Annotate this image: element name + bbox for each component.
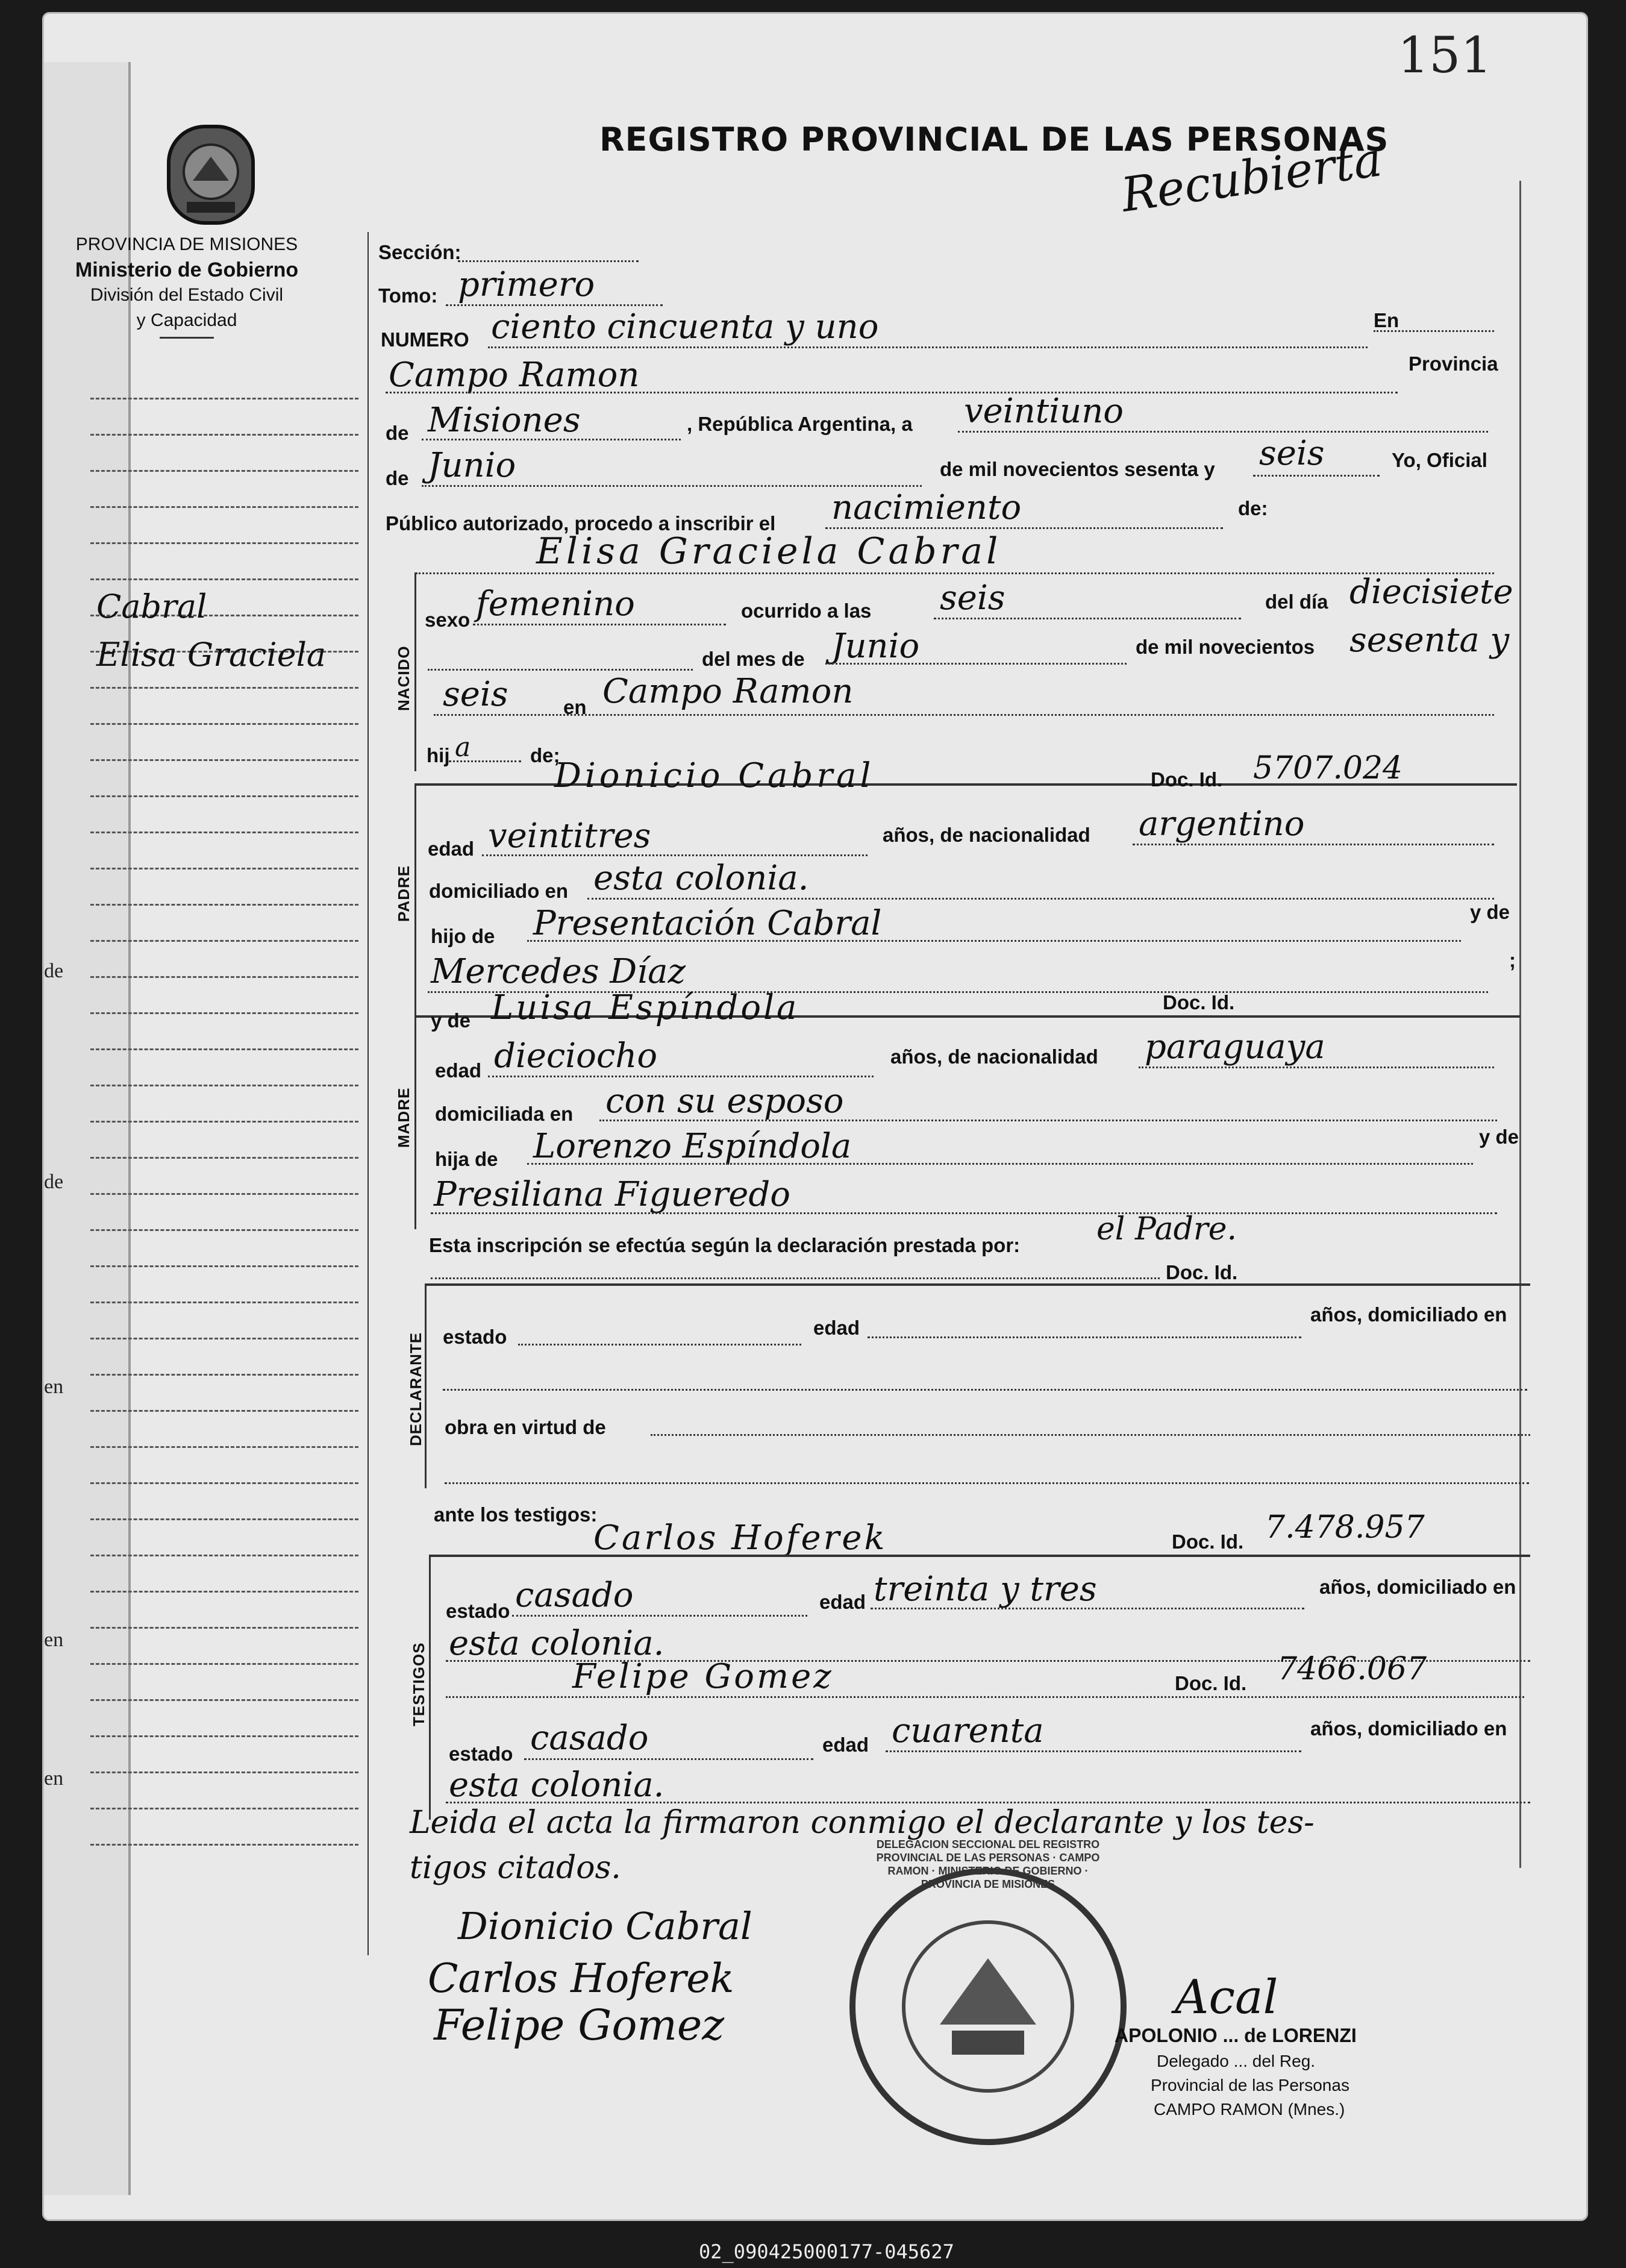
declarante-obra-label: obra en virtud de	[445, 1416, 606, 1438]
act-value: nacimiento	[831, 488, 1022, 527]
margin-line	[90, 868, 358, 869]
hij-label: hij	[427, 744, 450, 766]
page-number: 151	[1398, 27, 1492, 84]
margin-line	[90, 1627, 358, 1629]
publico-label: Público autorizado, procedo a inscribir el	[386, 512, 776, 534]
provincia-label: Provincia	[1409, 352, 1498, 375]
numero-line	[488, 346, 1368, 348]
dia-value: diecisiete	[1349, 572, 1513, 612]
witness1-dom-label: años, domiciliado en	[1319, 1576, 1516, 1598]
coat-of-arms-icon	[163, 124, 259, 226]
father-name: Dionicio Cabral	[554, 756, 875, 795]
margin-line	[90, 1229, 358, 1231]
officer-line-4: CAMPO RAMON (Mnes.)	[1154, 2100, 1345, 2119]
signature-officer: Acal	[1175, 1970, 1278, 2025]
lugar-line	[434, 714, 1494, 716]
margin-line	[90, 1121, 358, 1123]
del-mes-label: del mes de	[702, 648, 805, 670]
witness1-edad-line	[871, 1608, 1304, 1609]
nacido-vrule	[414, 572, 416, 771]
witness1-doc-label: Doc. Id.	[1172, 1530, 1244, 1553]
signature-father: Dionicio Cabral	[458, 1904, 752, 1948]
father-mother-value: Mercedes Díaz	[431, 952, 686, 991]
de-month-label: de	[386, 467, 409, 489]
officer-line-2: Delegado ... del Reg.	[1157, 2052, 1316, 2070]
margin-line	[90, 795, 358, 797]
annotation-recubierta: Recubierta	[1118, 133, 1386, 223]
margin-line	[90, 398, 358, 399]
nacido-blank-line	[428, 669, 693, 671]
declarante-section-rule	[425, 1283, 1530, 1286]
margin-line	[90, 578, 358, 580]
witness1-dom-value: esta colonia.	[449, 1624, 664, 1663]
province-line	[422, 439, 681, 440]
margin-line	[90, 434, 358, 436]
closing-line-1: Leida el acta la firmaron conmigo el declarante y los tes-	[410, 1805, 1315, 1841]
seccion-label: Sección:	[378, 241, 461, 263]
margin-line	[90, 1591, 358, 1593]
issuer-division: División del Estado Civil	[90, 285, 284, 305]
father-dom-label: domiciliado en	[429, 880, 569, 902]
year-value: seis	[1259, 434, 1325, 473]
father-nac-line	[1133, 844, 1494, 845]
margin-line	[90, 1663, 358, 1665]
hij-line	[449, 760, 521, 762]
mes-line	[825, 663, 1127, 665]
margin-line	[90, 1446, 358, 1448]
month-line	[422, 485, 922, 487]
officer-line-3: Provincial de las Personas	[1151, 2076, 1349, 2094]
margin-given-names: Elisa Graciela	[96, 636, 327, 674]
witness1-edad-label: edad	[819, 1591, 866, 1613]
margin-line	[90, 1012, 358, 1014]
strip-word: de	[44, 1171, 64, 1193]
margin-line	[90, 1410, 358, 1412]
witness1-estado-line	[512, 1615, 807, 1617]
signature-witness1: Carlos Hoferek	[428, 1955, 734, 2002]
hora-line	[934, 618, 1241, 619]
declaracion-value: el Padre.	[1096, 1211, 1237, 1247]
margin-line	[90, 1518, 358, 1520]
strip-word: en	[44, 1376, 64, 1398]
hora-value: seis	[940, 578, 1005, 618]
mother-name: Luisa Espíndola	[491, 988, 799, 1027]
testigos-ante-label: ante los testigos:	[434, 1503, 598, 1526]
margin-line	[90, 1338, 358, 1339]
margin-line	[90, 723, 358, 725]
place-line	[386, 392, 1398, 393]
margin-line	[90, 687, 358, 689]
witness1-name: Carlos Hoferek	[593, 1518, 887, 1558]
tomo-label: Tomo:	[378, 284, 438, 307]
declarante-name-line	[431, 1277, 1160, 1279]
mother-y-de-label: y de	[431, 1009, 471, 1032]
mother-dom-value: con su esposo	[605, 1082, 844, 1121]
witness2-edad-label: edad	[822, 1734, 869, 1756]
father-nac-value: argentino	[1139, 804, 1305, 844]
declarante-section-label: DECLARANTE	[407, 1332, 425, 1446]
margin-line	[90, 1085, 358, 1086]
mother-mother-value: Presiliana Figueredo	[434, 1175, 790, 1214]
witness2-dom-label: años, domiciliado en	[1310, 1717, 1507, 1740]
witness1-doc-value: 7.478.957	[1265, 1509, 1425, 1546]
margin-line	[90, 506, 358, 508]
testigos-section-rule	[431, 1555, 1530, 1557]
margin-line	[90, 904, 358, 906]
en-line	[1374, 330, 1494, 332]
en-label: En	[1374, 309, 1399, 331]
declarante-edad-label: edad	[813, 1317, 860, 1339]
sexo-line	[473, 624, 726, 625]
father-nac-label: años, de nacionalidad	[883, 824, 1090, 846]
padre-section-label: PADRE	[395, 865, 413, 922]
mother-nac-label: años, de nacionalidad	[890, 1045, 1098, 1068]
witness1-edad-value: treinta y tres	[874, 1570, 1097, 1609]
margin-line	[90, 940, 358, 942]
mother-edad-value: dieciocho	[494, 1036, 658, 1076]
place-value: Campo Ramon	[389, 356, 640, 395]
tomo-value: primero	[458, 265, 595, 304]
en-lugar-label: en	[563, 696, 587, 718]
madre-section-label: MADRE	[395, 1087, 413, 1148]
testigos-section-label: TESTIGOS	[410, 1642, 428, 1726]
declarante-estado-line	[518, 1344, 801, 1345]
father-edad-value: veintitres	[488, 816, 651, 856]
witness1-estado-label: estado	[446, 1600, 510, 1622]
act-line	[825, 527, 1223, 529]
mother-hija-label: hija de	[435, 1148, 498, 1170]
declarante-obra-line	[651, 1434, 1530, 1436]
witness2-estado-label: estado	[449, 1743, 513, 1765]
witness2-dom-value: esta colonia.	[449, 1765, 664, 1805]
sexo-value: femenino	[476, 584, 635, 624]
mother-edad-label: edad	[435, 1059, 482, 1082]
margin-surname: Cabral	[96, 587, 207, 625]
de-colon-label: de:	[1238, 497, 1268, 519]
header-rule	[160, 337, 214, 339]
year-line	[1253, 475, 1380, 477]
margin-line	[90, 1265, 358, 1267]
ocurrido-label: ocurrido a las	[741, 600, 872, 622]
de-semicolon-label: de;	[530, 744, 560, 766]
republica-label: , República Argentina, a	[687, 413, 913, 435]
margin-line	[90, 1374, 358, 1376]
issuer-ministry: Ministerio de Gobierno	[75, 258, 299, 281]
strip-word: en	[44, 1767, 64, 1790]
declarante-dom-line	[443, 1389, 1527, 1391]
numero-value: ciento cincuenta y uno	[491, 307, 879, 346]
margin-line	[90, 1771, 358, 1773]
declaracion-label: Esta inscripción se efectúa según la declaración prestada por:	[429, 1234, 1021, 1256]
margin-line	[90, 1302, 358, 1303]
margin-line	[90, 832, 358, 833]
witness2-doc-value: 7466.067	[1277, 1651, 1427, 1687]
witness2-doc-label: Doc. Id.	[1175, 1672, 1247, 1694]
issuer-province: PROVINCIA DE MISIONES	[75, 234, 298, 254]
anio-value: sesenta y	[1349, 621, 1510, 660]
margin-line	[90, 1048, 358, 1050]
margin-line	[90, 1699, 358, 1701]
de-label: de	[386, 422, 409, 444]
witness1-estado-value: casado	[515, 1576, 634, 1615]
official-seal-icon	[837, 1856, 1139, 2157]
mother-dom-label: domiciliada en	[435, 1103, 574, 1125]
father-hijo-label: hijo de	[431, 925, 495, 947]
margin-line	[90, 1482, 358, 1484]
mother-y-de2-label: y de	[1479, 1126, 1519, 1148]
day-value: veintiuno	[964, 392, 1124, 431]
hij-suffix: a	[455, 732, 471, 763]
margin-line	[90, 470, 358, 472]
margin-line	[90, 1808, 358, 1809]
father-hijo-line	[527, 940, 1461, 942]
mother-mother-line	[431, 1212, 1497, 1214]
padre-vrule	[414, 783, 416, 1036]
margin-line	[90, 542, 358, 544]
seccion-line	[458, 260, 639, 262]
father-hijo-value: Presentación Cabral	[533, 904, 882, 943]
day-line	[958, 431, 1488, 433]
mes-value: Junio	[831, 627, 920, 666]
issuer-header	[66, 232, 307, 342]
margin-line	[90, 1555, 358, 1556]
margin-line	[90, 1844, 358, 1846]
father-doc-value: 5707.024	[1253, 750, 1403, 786]
closing-line-2: tigos citados.	[410, 1850, 621, 1886]
margin-line	[90, 1193, 358, 1195]
anio-continued: seis	[443, 675, 508, 714]
child-name-line	[416, 572, 1494, 574]
image-id-footer: 02_090425000177-045627	[699, 2240, 954, 2263]
yo-oficial-label: Yo, Oficial	[1392, 449, 1487, 471]
margin-line	[90, 759, 358, 761]
lugar-value: Campo Ramon	[602, 672, 854, 711]
mil-label: de mil novecientos sesenta y	[940, 458, 1215, 480]
declarante-dom-label: años, domiciliado en	[1310, 1303, 1507, 1326]
witness2-estado-value: casado	[530, 1718, 649, 1758]
mother-doc-label: Doc. Id.	[1163, 991, 1235, 1013]
mother-dom-line	[599, 1120, 1497, 1121]
witness2-estado-line	[524, 1758, 813, 1760]
semicolon-mark: ;	[1509, 949, 1516, 971]
sexo-label: sexo	[425, 609, 471, 631]
numero-label: NUMERO	[381, 328, 469, 351]
issuer-capacity: y Capacidad	[136, 310, 237, 330]
witness2-edad-line	[886, 1750, 1301, 1752]
mother-nac-value: paraguaya	[1145, 1027, 1325, 1067]
testigos-vrule	[429, 1555, 431, 1820]
signature-witness2: Felipe Gomez	[434, 2000, 725, 2050]
officer-line-1: APOLONIO ... de LORENZI	[1115, 2025, 1357, 2046]
mother-hija-line	[527, 1163, 1473, 1165]
document-title: REGISTRO PROVINCIAL DE LAS PERSONAS	[599, 121, 1389, 158]
witness2-name-line	[446, 1696, 1524, 1698]
father-y-de-label: y de	[1470, 901, 1510, 923]
mother-edad-line	[488, 1076, 874, 1077]
witness2-name: Felipe Gomez	[572, 1657, 834, 1696]
mother-hija-value: Lorenzo Espíndola	[533, 1127, 852, 1166]
margin-line	[90, 1157, 358, 1159]
father-dom-value: esta colonia.	[593, 859, 809, 898]
strip-word: de	[44, 960, 64, 982]
declarante-edad-line	[868, 1336, 1301, 1338]
father-edad-line	[482, 854, 868, 856]
father-doc-label: Doc. Id.	[1151, 768, 1223, 791]
month-value: Junio	[428, 446, 516, 485]
seal-text: DELEGACION SECCIONAL DEL REGISTRO PROVINCIAL DE LAS PERSONAS · CAMPO RAMON · MINISTERIO DE GOBIERNO · PROVINCIA DE MISIONES	[876, 1838, 1100, 1890]
witness2-edad-value: cuarenta	[892, 1711, 1044, 1750]
witness2-dom-line	[446, 1802, 1530, 1803]
declarante-extra-line	[445, 1482, 1529, 1484]
madre-vrule	[414, 1024, 416, 1229]
form-left-border	[367, 232, 369, 1955]
left-page-strip	[44, 62, 131, 2195]
child-name: Elisa Graciela Cabral	[536, 530, 1002, 572]
tomo-line	[446, 304, 663, 306]
form-right-border	[1519, 181, 1521, 1868]
margin-line	[90, 1735, 358, 1737]
margin-line	[90, 976, 358, 978]
mother-nac-line	[1139, 1067, 1494, 1068]
mil-novecientos-label: de mil novecientos	[1136, 636, 1315, 658]
province-value: Misiones	[428, 401, 581, 440]
strip-word: en	[44, 1629, 64, 1651]
declarante-estado-label: estado	[443, 1326, 507, 1348]
del-dia-label: del día	[1265, 590, 1328, 613]
father-dom-line	[587, 898, 1494, 900]
father-edad-label: edad	[428, 838, 475, 860]
declarante-doc-label: Doc. Id.	[1166, 1261, 1238, 1283]
nacido-section-label: NACIDO	[395, 645, 413, 711]
